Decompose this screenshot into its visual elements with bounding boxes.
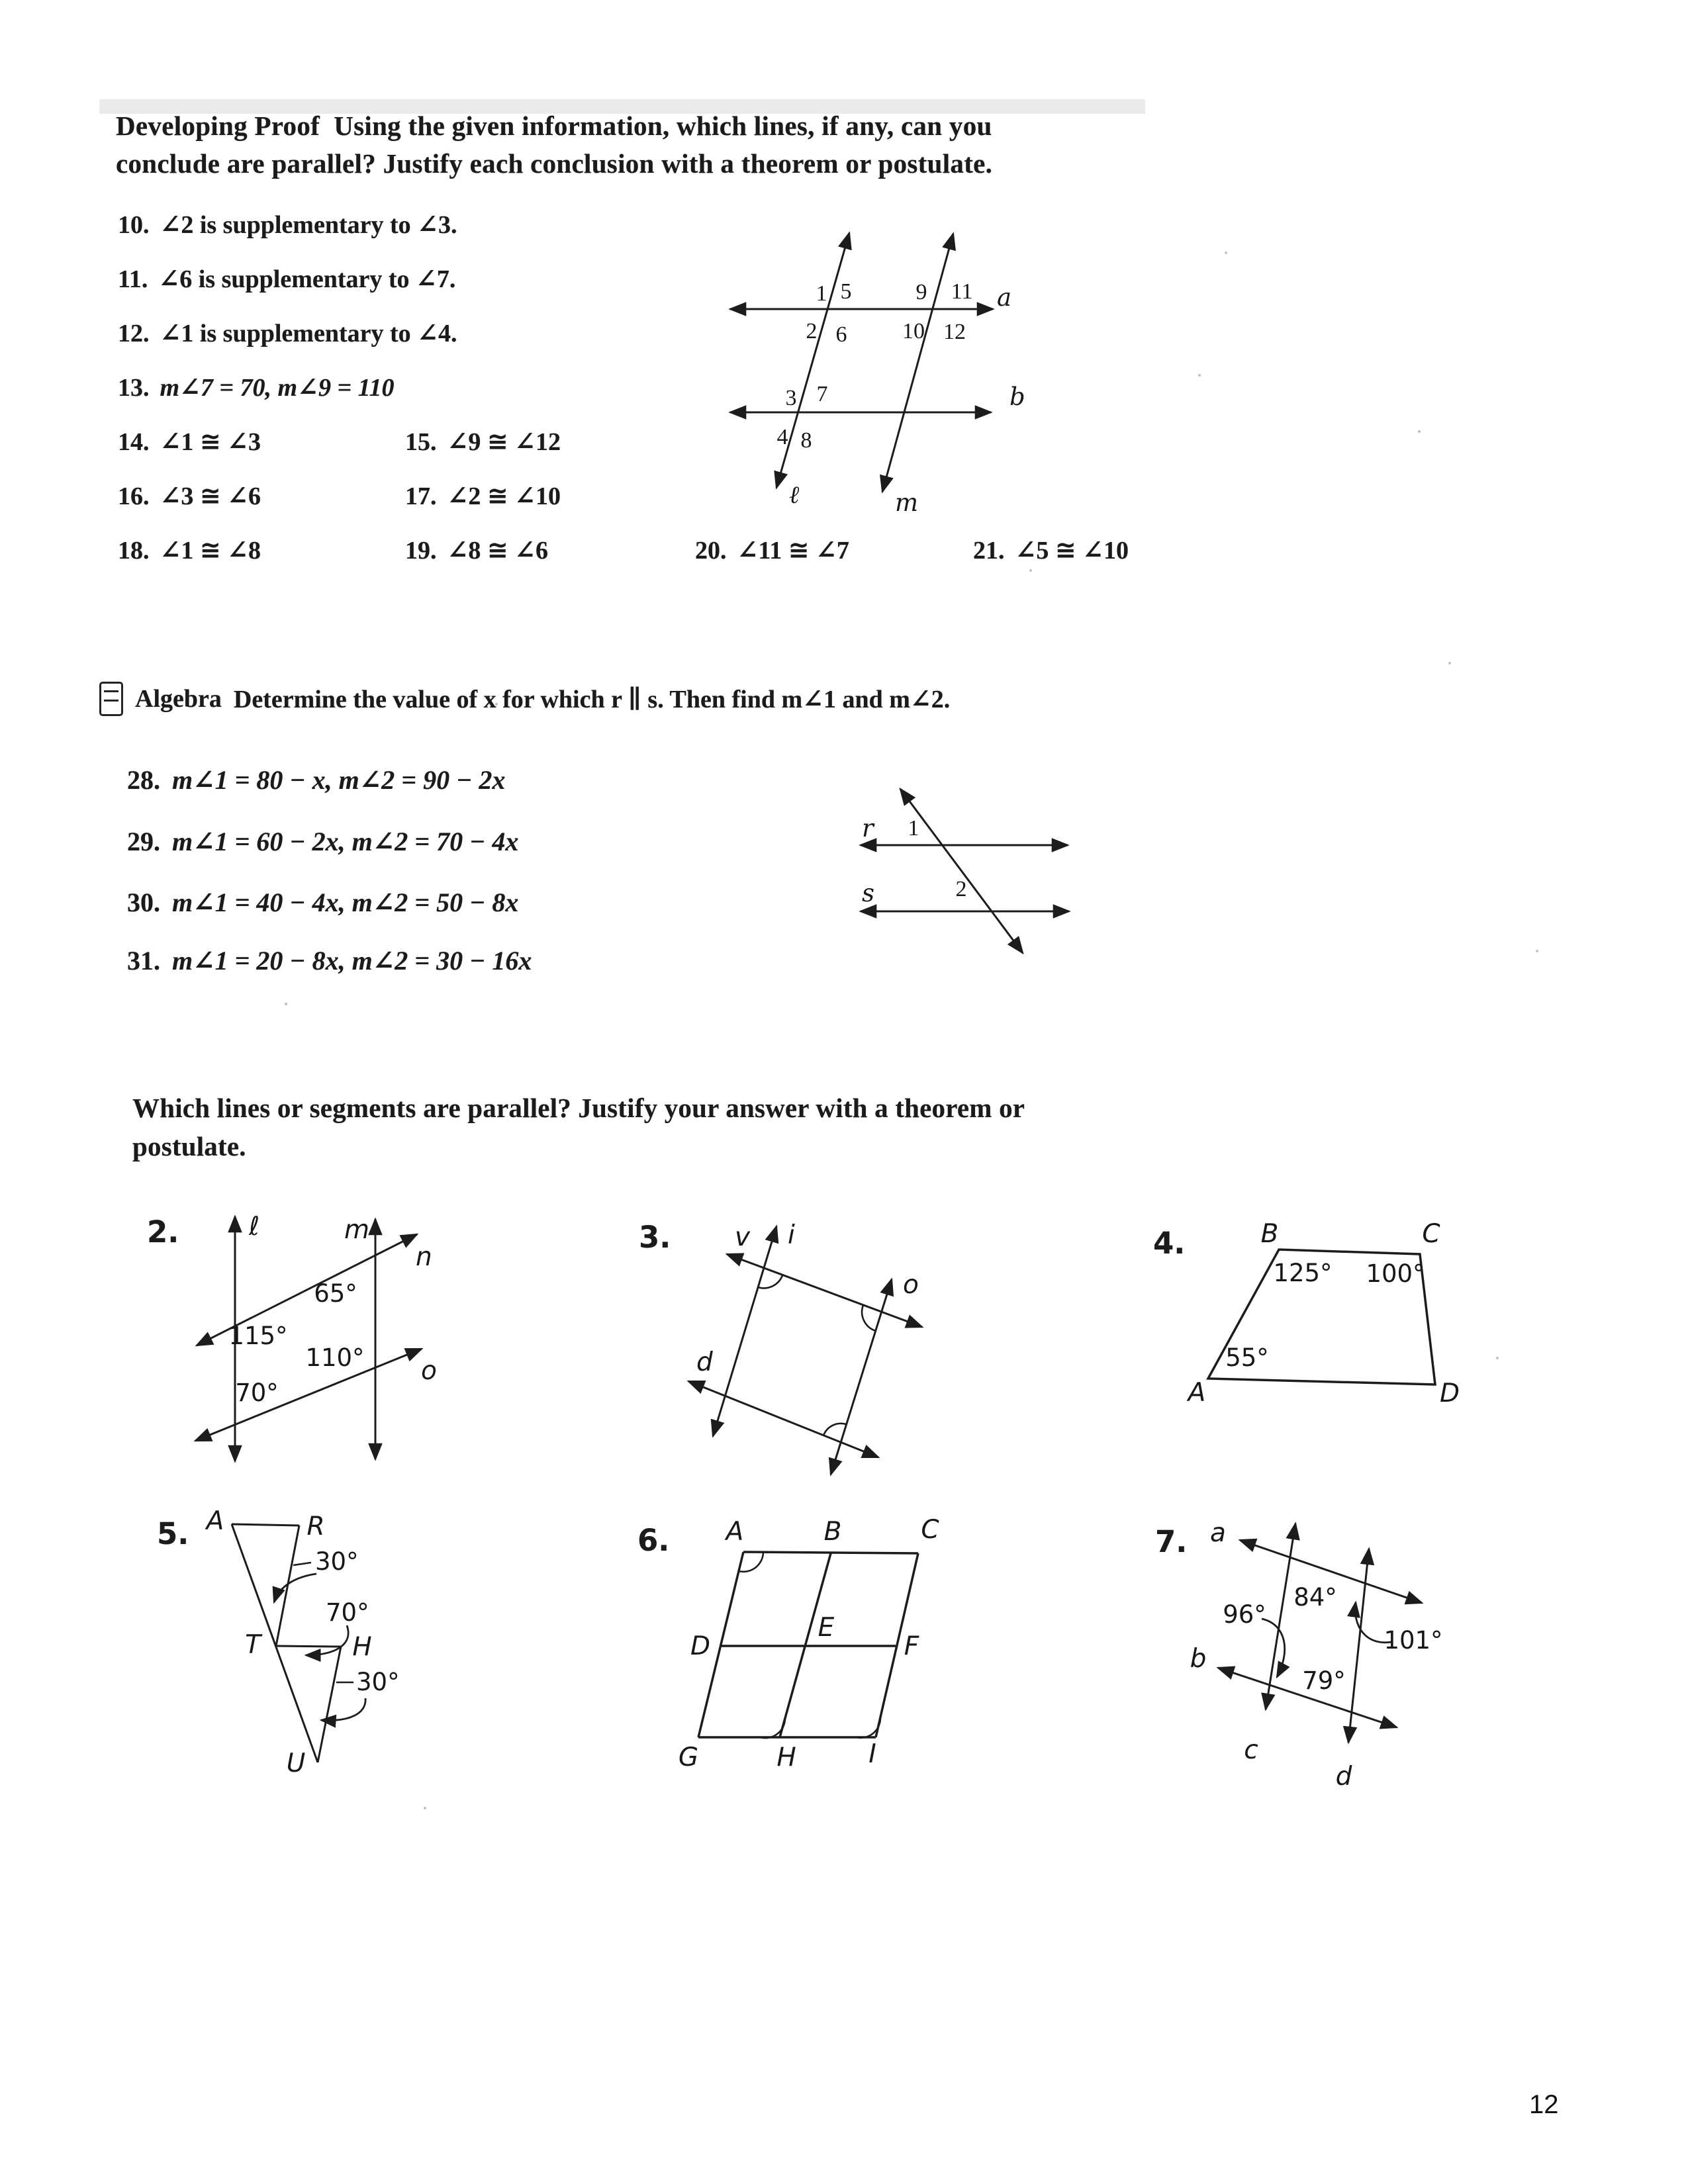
problem-19-number: 19. <box>405 537 437 565</box>
point-d-label: D <box>690 1631 711 1661</box>
problem-19 <box>405 535 548 565</box>
figure-problem-4 <box>1158 1218 1470 1410</box>
point-g-label: G <box>678 1743 699 1772</box>
scan-speck <box>1225 251 1227 254</box>
problem-11 <box>118 263 455 294</box>
problem-12 <box>118 318 457 348</box>
point-b-label: B <box>823 1517 842 1547</box>
line-v-label: v <box>735 1222 751 1252</box>
point-i-label: I <box>868 1739 876 1769</box>
problem-14-text: ∠1 ≅ ∠3 <box>160 428 261 456</box>
figure-problem-6 <box>669 1516 953 1780</box>
problem-15-number: 15. <box>405 428 437 456</box>
figure-problem-3 <box>662 1211 980 1489</box>
angle-30-top-label: 30° <box>315 1547 359 1576</box>
line-m-label: m <box>344 1215 369 1245</box>
segment-ar <box>232 1524 299 1525</box>
problem-17 <box>405 480 561 511</box>
problem-13-number: 13. <box>118 374 150 402</box>
section1-heading-rest: Using the given information, which lines, if any, can you <box>334 111 992 141</box>
problem-28 <box>127 764 505 796</box>
line-o-label: o <box>903 1270 919 1300</box>
transversal-m <box>882 234 953 492</box>
vertex-d-label: D <box>1439 1379 1460 1408</box>
scan-speck <box>1448 662 1451 664</box>
problem-29 <box>127 826 518 857</box>
problem-30-number: 30. <box>127 887 160 917</box>
problem-29-number: 29. <box>127 827 160 856</box>
problem-30 <box>127 887 518 918</box>
line-i-label: i <box>788 1220 795 1250</box>
point-f-label: F <box>904 1631 919 1661</box>
problem-14-number: 14. <box>118 428 150 456</box>
section3-heading-line2: postulate. <box>132 1131 246 1161</box>
angle-1-label: 1 <box>816 281 827 306</box>
scan-speck <box>1496 1357 1499 1359</box>
segment-rt <box>276 1525 299 1646</box>
angle-8-label: 8 <box>800 428 812 453</box>
angle-96-label: 96° <box>1223 1600 1266 1629</box>
problem-20-number: 20. <box>695 537 727 565</box>
figure-r-s-transversal <box>847 781 1099 966</box>
angle-110-label: 110° <box>305 1343 365 1372</box>
point-t-label: T <box>245 1630 261 1660</box>
angle-1-label: 1 <box>908 816 919 841</box>
line-o-label: o <box>421 1356 437 1386</box>
figure-problem-7 <box>1178 1509 1463 1800</box>
problem-19-text: ∠8 ≅ ∠6 <box>447 537 549 565</box>
developing-proof-tag: Developing Proof <box>116 111 320 141</box>
point-h-label: H <box>776 1743 796 1772</box>
problem-20 <box>695 535 849 565</box>
problem-20-text: ∠11 ≅ ∠7 <box>737 537 849 565</box>
problem-11-text: ∠6 is supplementary to ∠7. <box>158 265 456 293</box>
angle-4-label: 4 <box>776 425 788 449</box>
figure-parallel-lines-angles-1-12 <box>715 192 1112 523</box>
problem-13-text: m∠7 = 70, m∠9 = 110 <box>160 374 395 402</box>
problem-16-text: ∠3 ≅ ∠6 <box>160 482 261 510</box>
angle-9-label: 9 <box>915 280 927 304</box>
vertex-a-label: A <box>1188 1378 1206 1408</box>
transversal-l-label: ℓ <box>789 480 800 509</box>
angle-3-label: 3 <box>785 386 797 410</box>
algebra-heading-row <box>99 682 950 716</box>
problem-6-number: 6. <box>637 1523 670 1558</box>
problem-15-text: ∠9 ≅ ∠12 <box>447 428 561 456</box>
line-d-label: d <box>696 1347 713 1377</box>
line-b-label: b <box>1190 1644 1207 1674</box>
scan-speck <box>1418 430 1421 433</box>
transversal-m-label: m <box>895 488 919 517</box>
figure-problem-2 <box>185 1205 470 1476</box>
problem-21-number: 21. <box>973 537 1005 565</box>
problem-2-number: 2. <box>147 1214 179 1250</box>
scan-speck <box>1536 950 1538 952</box>
line-s-label: s <box>862 879 874 907</box>
problem-31-text: m∠1 = 20 − 8x, m∠2 = 30 − 16x <box>172 946 532 976</box>
segment-ac <box>743 1552 918 1553</box>
problem-28-number: 28. <box>127 765 160 795</box>
line-c-label: c <box>1244 1735 1258 1765</box>
scan-speck <box>285 1003 287 1005</box>
problem-10-text: ∠2 is supplementary to ∠3. <box>160 211 457 239</box>
curved-arrow <box>306 1625 348 1655</box>
algebra-heading-text: Determine the value of x for which r ∥ s. Then find m∠1 and m∠2. <box>233 686 951 713</box>
angle-2-label: 2 <box>806 319 818 343</box>
transversal-l <box>776 233 849 488</box>
line-a-label: a <box>1210 1518 1226 1548</box>
point-e-label: E <box>818 1613 835 1643</box>
problem-21-text: ∠5 ≅ ∠10 <box>1015 537 1129 565</box>
line-l-label: ℓ <box>249 1212 260 1242</box>
point-r-label: R <box>306 1512 325 1541</box>
page-number: 12 <box>1529 2090 1559 2119</box>
point-u-label: U <box>286 1749 306 1778</box>
problem-7-number: 7. <box>1155 1524 1188 1559</box>
angle-6-label: 6 <box>835 322 847 347</box>
vertex-b-label: B <box>1260 1219 1279 1249</box>
problem-30-text: m∠1 = 40 − 4x, m∠2 = 50 − 8x <box>172 887 519 917</box>
angle-101-label: 101° <box>1383 1626 1443 1655</box>
problem-17-number: 17. <box>405 482 437 510</box>
problem-16-number: 16. <box>118 482 150 510</box>
problem-11-number: 11. <box>118 265 148 293</box>
line-o <box>831 1279 892 1475</box>
line-b-label: b <box>1009 383 1025 411</box>
problem-18-number: 18. <box>118 537 150 565</box>
point-a-label: A <box>206 1506 224 1536</box>
angle-100-label: 100° <box>1366 1259 1425 1288</box>
angle-115-label: 115° <box>228 1322 288 1350</box>
section1-heading <box>116 107 992 183</box>
problem-21 <box>973 535 1129 565</box>
angle-11-label: 11 <box>951 279 973 304</box>
problem-18 <box>118 535 261 565</box>
vertex-c-label: C <box>1422 1219 1440 1249</box>
segment-th <box>276 1646 341 1647</box>
line-r-label: r <box>862 814 874 842</box>
problem-4-number: 4. <box>1153 1226 1186 1261</box>
line-d <box>688 1381 878 1457</box>
problem-3-number: 3. <box>639 1220 671 1255</box>
problem-28-text: m∠1 = 80 − x, m∠2 = 90 − 2x <box>172 765 506 795</box>
problem-29-text: m∠1 = 60 − 2x, m∠2 = 70 − 4x <box>172 827 519 856</box>
problem-5-number: 5. <box>157 1516 189 1551</box>
section3-heading <box>132 1089 1025 1165</box>
scan-speck <box>424 1807 426 1809</box>
section1-heading-line2: conclude are parallel? Justify each conclusion with a theorem or postulate. <box>116 148 993 179</box>
problem-17-text: ∠2 ≅ ∠10 <box>447 482 561 510</box>
angle-12-label: 12 <box>943 320 966 344</box>
angle-70-label: 70° <box>235 1379 279 1407</box>
line-a-label: a <box>997 283 1012 312</box>
angle-79-label: 79° <box>1302 1666 1346 1695</box>
problem-10-number: 10. <box>118 211 150 239</box>
problem-31-number: 31. <box>127 946 160 976</box>
angle-30-bottom-label: 30° <box>356 1668 400 1696</box>
problem-10 <box>118 209 457 240</box>
section1-heading-line1 <box>116 107 992 145</box>
algebra-tag: Algebra <box>135 685 222 713</box>
problem-14 <box>118 426 261 457</box>
figure-problem-5 <box>159 1502 437 1794</box>
angle-7-label: 7 <box>816 382 828 406</box>
point-h-label: H <box>352 1632 372 1662</box>
angle-10-label: 10 <box>902 319 925 343</box>
angle-125-label: 125° <box>1273 1259 1333 1287</box>
problem-12-text: ∠1 is supplementary to ∠4. <box>160 320 457 347</box>
curved-arrow <box>274 1574 316 1602</box>
problem-18-text: ∠1 ≅ ∠8 <box>160 537 261 565</box>
angle-5-label: 5 <box>840 279 852 304</box>
scan-speck <box>1029 569 1032 572</box>
point-a-label: A <box>726 1517 744 1547</box>
angle-65-label: 65° <box>314 1279 357 1308</box>
transversal-rs <box>900 789 1023 953</box>
angle-2-label: 2 <box>955 877 967 901</box>
problem-12-number: 12. <box>118 320 150 347</box>
algebra-exercise-icon <box>99 682 123 716</box>
line-n-label: n <box>416 1242 432 1272</box>
angle-70-label: 70° <box>326 1598 369 1627</box>
angle-84-label: 84° <box>1293 1583 1337 1612</box>
problem-16 <box>118 480 261 511</box>
section3-heading-line1: Which lines or segments are parallel? Justify your answer with a theorem or <box>132 1093 1025 1123</box>
problem-31 <box>127 945 532 976</box>
angle-leader-tick <box>293 1563 311 1565</box>
angle-55-label: 55° <box>1225 1343 1269 1372</box>
problem-15 <box>405 426 561 457</box>
scan-speck <box>1198 374 1201 377</box>
segment-hu <box>318 1647 341 1762</box>
problem-13 <box>118 372 395 402</box>
line-d-label: d <box>1335 1762 1352 1792</box>
point-c-label: C <box>921 1515 939 1545</box>
